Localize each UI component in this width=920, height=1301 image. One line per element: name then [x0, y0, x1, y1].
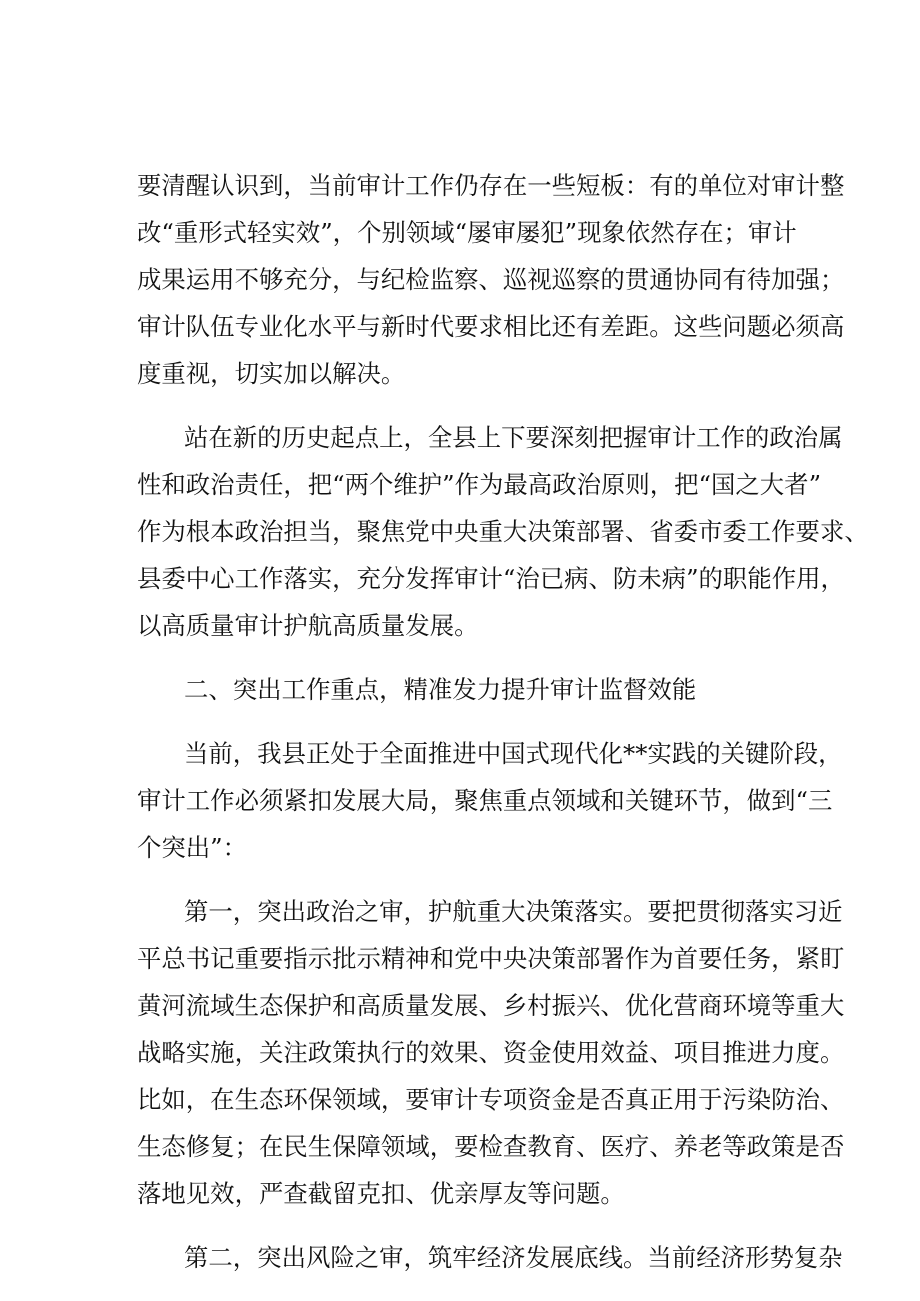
text-line: 成果运用不够充分，与纪检监察、巡视巡察的贯通协同有待加强；	[137, 265, 845, 294]
paragraph-first-line: 第二，突出风险之审，筑牢经济发展底线。当前经济形势复杂	[184, 1243, 843, 1272]
text-line: 比如，在生态环保领域，要审计专项资金是否真正用于污染防治、	[137, 1085, 845, 1114]
text-line: 以高质量审计护航高质量发展。	[137, 611, 479, 640]
text-line: 审计工作必须紧扣发展大局，聚焦重点领域和关键环节，做到“三	[137, 786, 833, 815]
text-line: 县委中心工作落实，充分发挥审计“治已病、防未病”的职能作用，	[137, 564, 845, 593]
paragraph-first-line: 站在新的历史起点上，全县上下要深刻把握审计工作的政治属	[184, 423, 843, 452]
paragraph-first-line: 第一，突出政治之审，护航重大决策落实。要把贯彻落实习近	[184, 897, 843, 926]
text-line: 要清醒认识到，当前审计工作仍存在一些短板：有的单位对审计整	[137, 171, 845, 200]
text-line: 生态修复；在民生保障领域，要检查教育、医疗、养老等政策是否	[137, 1132, 845, 1161]
text-line: 落地见效，严查截留克扣、优亲厚友等问题。	[137, 1179, 625, 1208]
section-heading: 二、突出工作重点，精准发力提升审计监督效能	[184, 675, 697, 704]
paragraph-first-line: 当前，我县正处于全面推进中国式现代化**实践的关键阶段，	[184, 739, 843, 768]
text-line: 审计队伍专业化水平与新时代要求相比还有差距。这些问题必须高	[137, 312, 845, 341]
text-line: 度重视，切实加以解决。	[137, 359, 406, 388]
text-line: 平总书记重要指示批示精神和党中央决策部署作为首要任务，紧盯	[137, 944, 845, 973]
text-line: 黄河流域生态保护和高质量发展、乡村振兴、优化营商环境等重大	[137, 991, 845, 1020]
text-line: 个突出”：	[137, 833, 248, 862]
text-line: 战略实施，关注政策执行的效果、资金使用效益、项目推进力度。	[137, 1038, 845, 1067]
text-line: 作为根本政治担当，聚焦党中央重大决策部署、省委市委工作要求、	[137, 517, 869, 546]
text-line: 改“重形式轻实效”，个别领域“屡审屡犯”现象依然存在；审计	[137, 218, 797, 247]
text-line: 性和政治责任，把“两个维护”作为最高政治原则，把“国之大者”	[137, 470, 822, 499]
